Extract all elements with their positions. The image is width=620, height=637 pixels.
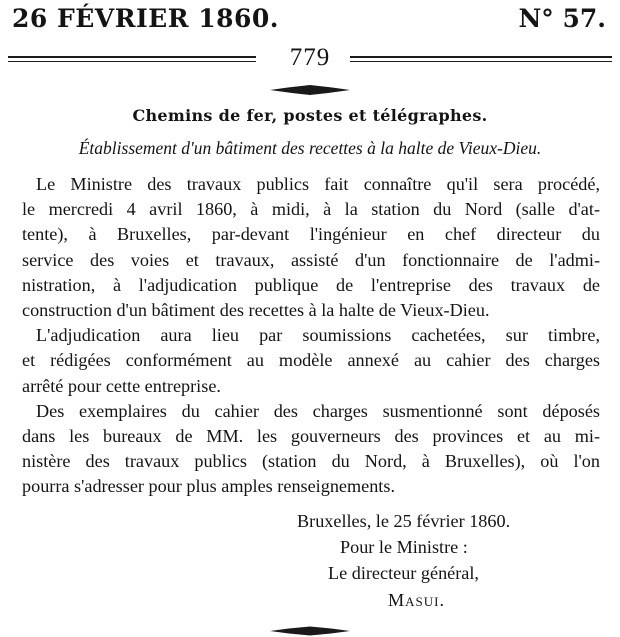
signatory-title: Le directeur général, (328, 563, 479, 583)
header-rule-right (350, 56, 612, 58)
header-rule-right-thin (350, 61, 612, 62)
paragraph-2-line: arrêté pour cette entreprise. (22, 375, 221, 396)
issue-date: 26 FÉVRIER 1860. (12, 4, 279, 33)
paragraph-1-line: Le Ministre des travaux publics fait connaître qu'il sera procédé, (36, 174, 600, 194)
paragraph-3-line: nistère des travaux publics (station du Nord, à Bruxelles), où l'on (22, 451, 600, 472)
paragraph-2-line: L'adjudication aura lieu par soumissions cachetées, sur timbre, (36, 325, 600, 346)
paragraph-2-line: et rédigées conformément au modèle annexé au cahier des charges (22, 350, 600, 371)
page-number: 779 (286, 44, 335, 72)
notice-subheading: Établissement d'un bâtiment des recettes à la halte de Vieux-Dieu. (78, 138, 542, 158)
paragraph-1-line: tente), à Bruxelles, par-devant l'ingénieur en chef directeur du (22, 224, 600, 245)
header-rule-left-thin (8, 61, 256, 62)
notice-heading: Chemins de fer, postes et télégraphes. (132, 106, 488, 125)
header-rule-left (8, 56, 256, 58)
paragraph-3-line: Des exemplaires du cahier des charges susmentionné sont déposés (36, 400, 600, 421)
for-minister: Pour le Ministre : (340, 537, 468, 557)
paragraph-1-line: nistration, à l'adjudication publique de l'entreprise des travaux de (22, 274, 600, 295)
paragraph-1-line: le mercredi 4 avril 1860, à midi, à la station du Nord (salle d'at- (22, 199, 600, 220)
paragraph-1-line: service des voies et travaux, assisté d'un fonctionnaire de l'admi- (22, 249, 600, 270)
ornament-rule-top-icon (270, 84, 350, 96)
header-rule (8, 44, 612, 71)
notice-body (22, 172, 600, 500)
paragraph-3-line: dans les bureaux de MM. les gouverneurs des provinces et au mi- (22, 426, 600, 447)
signatory-name: Masui. (388, 590, 446, 610)
paragraph-1-line: construction d'un bâtiment des recettes à la halte de Vieux-Dieu. (22, 300, 490, 321)
ornament-rule-bottom-icon (270, 626, 350, 636)
masthead (12, 4, 606, 38)
paragraph-3-line: pourra s'adresser pour plus amples renseignements. (22, 476, 395, 497)
place-date: Bruxelles, le 25 février 1860. (297, 511, 511, 531)
issue-number: N° 57. (518, 4, 606, 33)
